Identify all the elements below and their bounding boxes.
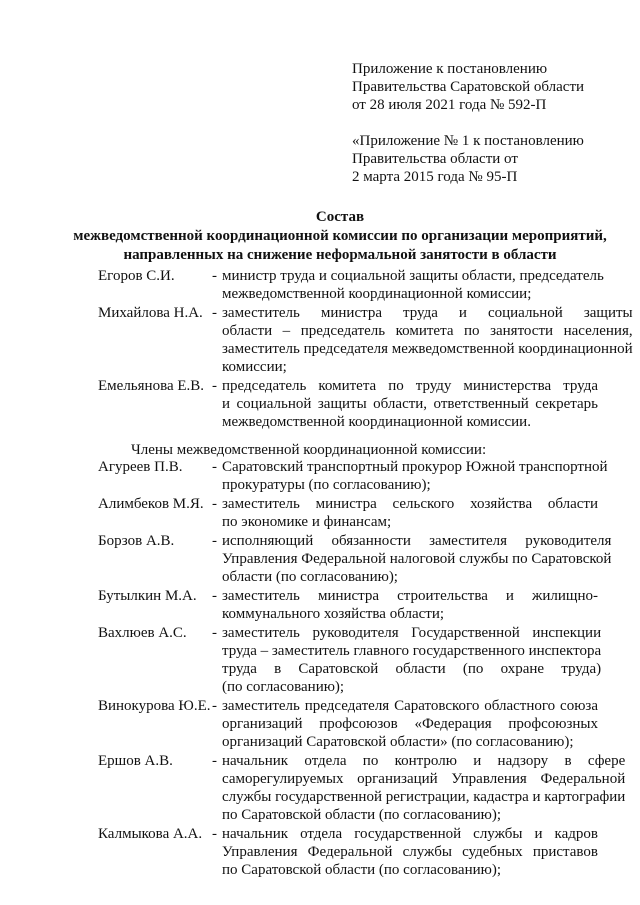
person-name: Калмыкова А.А. xyxy=(98,826,203,842)
position-description xyxy=(222,267,604,303)
title-line: Состав xyxy=(315,209,365,225)
appendix-line: Правительства области от xyxy=(352,151,518,167)
position-description xyxy=(222,304,633,376)
description-line: коммунального хозяйства области; xyxy=(222,606,445,622)
appendix-line: Приложение к постановлению xyxy=(352,61,548,77)
appendix-block-2 xyxy=(352,132,622,186)
dash-separator: - xyxy=(212,826,217,842)
list-item xyxy=(98,304,633,376)
list-item xyxy=(98,377,598,431)
position-description xyxy=(222,624,601,696)
position-description xyxy=(222,458,608,494)
description-line: исполняющий обязанности заместителя руководителя xyxy=(222,533,612,549)
description-line: организаций профсоюзов «Федерация профсоюзных xyxy=(222,716,598,732)
list-item xyxy=(98,267,604,303)
dash-separator: - xyxy=(212,268,217,284)
list-item xyxy=(98,532,612,586)
position-description xyxy=(222,752,625,824)
description-line: труда – заместитель главного государственного инспектора xyxy=(222,643,602,659)
description-line: Саратовский транспортный прокурор Южной транспортной xyxy=(222,459,608,475)
description-line: организаций Саратовской области» (по согласованию); xyxy=(222,734,574,750)
person-name: Борзов А.В. xyxy=(98,533,175,549)
description-line: заместитель министра строительства и жилищно- xyxy=(222,588,598,604)
person-name: Агуреев П.В. xyxy=(98,459,183,475)
description-line: заместитель министра труда и социальной защиты xyxy=(222,305,633,321)
dash-separator: - xyxy=(212,698,217,714)
appendix-line: 2 марта 2015 года № 95-П xyxy=(352,169,518,185)
position-description xyxy=(222,377,598,431)
dash-separator: - xyxy=(212,496,217,512)
description-line: по экономике и финансам; xyxy=(222,514,392,530)
dash-separator: - xyxy=(212,753,217,769)
list-item xyxy=(98,495,598,531)
description-line: межведомственной координационной комиссии. xyxy=(222,414,531,430)
description-line: Управления Федеральной службы судебных приставов xyxy=(222,844,598,860)
description-line: саморегулируемых организаций Управления Федеральной xyxy=(222,771,626,787)
title-line: направленных на снижение неформальной занятости в области xyxy=(123,247,557,263)
person-name: Ершов А.В. xyxy=(98,753,173,769)
person-name: Бутылкин М.А. xyxy=(98,588,197,604)
description-line: межведомственной координационной комиссии; xyxy=(222,286,532,302)
members-header: Члены межведомственной координационной комиссии: xyxy=(131,442,487,458)
description-line: председатель комитета по труду министерства труда xyxy=(222,378,598,394)
list-item xyxy=(98,825,598,879)
person-name: Алимбеков М.Я. xyxy=(98,496,204,512)
person-name: Егоров С.И. xyxy=(98,268,175,284)
description-line: прокуратуры (по согласованию); xyxy=(222,477,431,493)
position-description xyxy=(222,587,598,623)
position-description xyxy=(222,697,598,751)
dash-separator: - xyxy=(212,625,217,641)
description-line: начальник отдела по контролю и надзору в сфере xyxy=(222,753,626,769)
description-line: заместитель руководителя Государственной инспекции xyxy=(222,625,602,641)
description-line: министр труда и социальной защиты области, председатель xyxy=(222,268,604,284)
list-item xyxy=(98,587,598,623)
person-name: Емельянова Е.В. xyxy=(98,378,205,394)
position-description xyxy=(222,532,611,586)
appendix-line: от 28 июля 2021 года № 592-П xyxy=(352,97,547,113)
description-line: и социальной защиты области, ответственный секретарь xyxy=(222,396,598,412)
document-title xyxy=(60,208,620,265)
dash-separator: - xyxy=(212,305,217,321)
description-line: по Саратовской области (по согласованию); xyxy=(222,807,502,823)
title-line: межведомственной координационной комиссии по организации мероприятий, xyxy=(73,228,607,244)
position-description xyxy=(222,495,598,531)
dash-separator: - xyxy=(212,378,217,394)
description-line: начальник отдела государственной службы и кадров xyxy=(222,826,598,842)
description-line: заместитель председателя межведомственной координационной xyxy=(222,341,633,357)
person-name: Винокурова Ю.Е. xyxy=(98,698,211,714)
members-list xyxy=(98,458,626,880)
list-item xyxy=(98,752,626,824)
description-line: (по согласованию); xyxy=(222,679,345,695)
position-description xyxy=(222,825,598,879)
appendix-line: Правительства Саратовской области xyxy=(352,79,585,95)
dash-separator: - xyxy=(212,459,217,475)
appendix-block-1 xyxy=(352,60,622,114)
description-line: комиссии; xyxy=(222,359,287,375)
leaders-list xyxy=(98,267,633,432)
description-line: заместитель председателя Саратовского областного союза xyxy=(222,698,598,714)
list-item xyxy=(98,458,608,494)
description-line: Управления Федеральной налоговой службы по Саратовской xyxy=(222,551,612,567)
person-name: Вахлюев А.С. xyxy=(98,625,187,641)
description-line: области – председатель комитета по занятости населения, xyxy=(222,323,633,339)
description-line: труда в Саратовской области (по охране труда) xyxy=(222,661,602,677)
dash-separator: - xyxy=(212,533,217,549)
dash-separator: - xyxy=(212,588,217,604)
person-name: Михайлова Н.А. xyxy=(98,305,203,321)
appendix-header xyxy=(352,60,622,204)
description-line: заместитель министра сельского хозяйства области xyxy=(222,496,598,512)
list-item xyxy=(98,697,598,751)
description-line: службы государственной регистрации, кадастра и картографии xyxy=(222,789,626,805)
description-line: по Саратовской области (по согласованию); xyxy=(222,862,502,878)
appendix-line: «Приложение № 1 к постановлению xyxy=(352,133,584,149)
description-line: области (по согласованию); xyxy=(222,569,398,585)
list-item xyxy=(98,624,602,696)
